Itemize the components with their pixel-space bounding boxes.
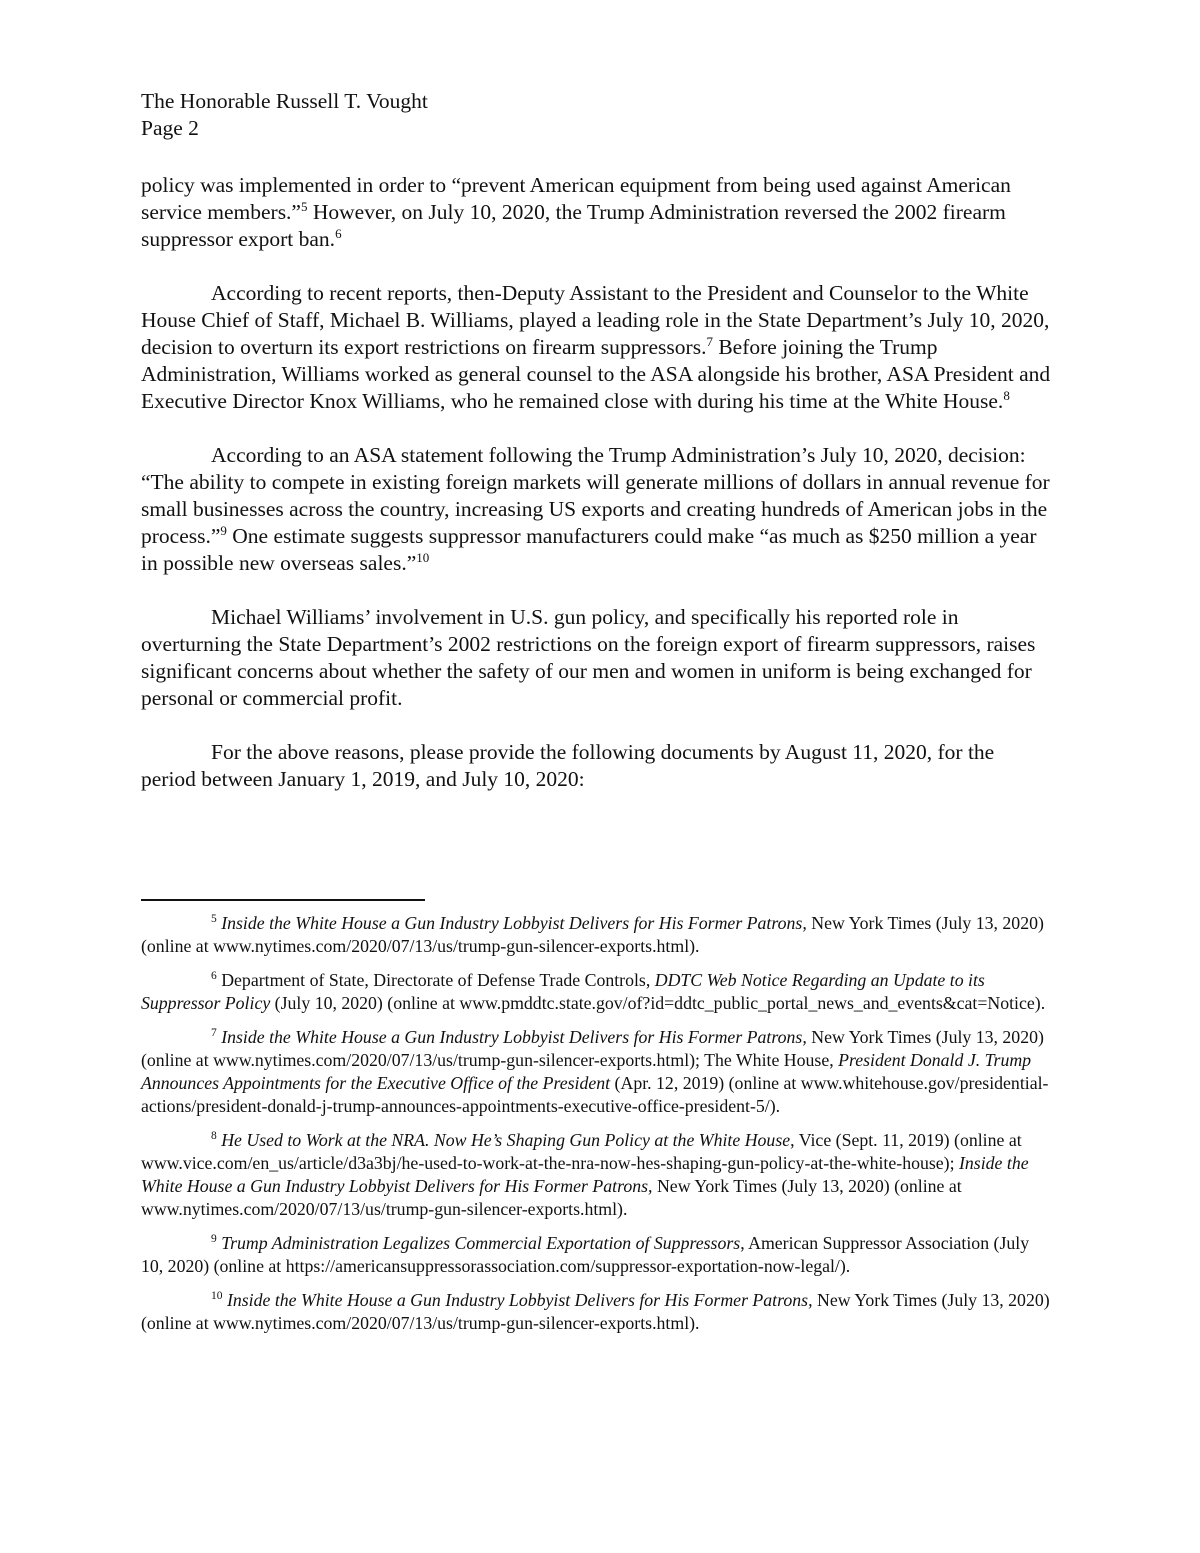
- footnote-number: 5: [211, 913, 217, 926]
- paragraph-1-text-b: However, on July 10, 2020, the Trump Administration reversed the 2002 firearm suppressor export ban.: [141, 200, 1006, 251]
- footnote-number: 9: [211, 1233, 217, 1246]
- footnote-citation: New York Times (July 13, 2020) (online at www.nytimes.com/2020/07/13/us/trump-gun-silencer-exports.html).: [141, 1290, 1050, 1333]
- footnote-ref-5: 5: [300, 198, 308, 214]
- footnote-citation: New York Times (July 13, 2020) (online at www.nytimes.com/2020/07/13/us/trump-gun-silencer-exports.html).: [141, 913, 1044, 956]
- footnote-title: Inside the White House a Gun Industry Lobbyist Delivers for His Former Patrons,: [221, 913, 807, 933]
- page-header: [141, 88, 428, 142]
- footnote-citation: New York Times (July 13, 2020) (online at www.nytimes.com/2020/07/13/us/trump-gun-silencer-exports.html); The White House,: [141, 1027, 1044, 1070]
- footnote-number: 8: [211, 1130, 217, 1143]
- footnote-title: DDTC Web Notice Regarding an Update to its Suppressor Policy: [141, 970, 985, 1013]
- footnote-number: 6: [211, 970, 217, 983]
- footnote-number: 10: [211, 1290, 223, 1303]
- footnote-title-2: Inside the White House a Gun Industry Lobbyist Delivers for His Former Patrons,: [141, 1153, 1029, 1196]
- footnote-7: [141, 1026, 1053, 1118]
- paragraph-2: [141, 280, 1053, 415]
- footnote-divider: [141, 899, 425, 901]
- paragraph-5: For the above reasons, please provide the following documents by August 11, 2020, for the period between January 1, 2019, and July 10, 2020:: [141, 740, 995, 791]
- paragraph-3-text-a: According to an ASA statement following the Trump Administration’s July 10, 2020, decision: “The ability to compete in existing foreign markets will generate millions of dollars in annual revenue for small businesses across the country, increasing US exports and creating hundreds of American jobs in the process.”: [141, 443, 1050, 548]
- footnote-title: Inside the White House a Gun Industry Lobbyist Delivers for His Former Patrons,: [221, 1027, 807, 1047]
- footnote-citation: (July 10, 2020) (online at www.pmddtc.state.gov/of?id=ddtc_public_portal_news_and_events&cat=Notice).: [270, 993, 1046, 1013]
- paragraph-2-text-b: Before joining the Trump Administration, Williams worked as general counsel to the ASA alongside his brother, ASA President and Executive Director Knox Williams, who he remained close with during his time at the White House.: [141, 335, 1051, 413]
- footnote-title-2: President Donald J. Trump Announces Appointments for the Executive Office of the President: [141, 1050, 1032, 1093]
- footnote-title: Inside the White House a Gun Industry Lobbyist Delivers for His Former Patrons,: [226, 1290, 813, 1310]
- footnote-title: Trump Administration Legalizes Commercial Exportation of Suppressors: [221, 1233, 741, 1253]
- footnote-source: Department of State, Directorate of Defense Trade Controls,: [216, 970, 655, 990]
- paragraph-1: [141, 172, 1053, 253]
- recipient-name: The Honorable Russell T. Vought: [141, 89, 428, 113]
- paragraph-2-text-a: According to recent reports, then-Deputy Assistant to the President and Counselor to the White House Chief of Staff, Michael B. Williams, played a leading role in the State Department’s July 10, 2020, decision to overturn its export restrictions on firearm suppressors.: [141, 281, 1050, 359]
- footnote-citation: , American Suppressor Association (July 10, 2020) (online at https://americansuppressorassociation.com/suppressor-exportation-now-legal/).: [141, 1233, 1030, 1276]
- footnote-ref-8: 8: [1003, 387, 1010, 403]
- footnote-citation-2: (Apr. 12, 2019) (online at www.whitehouse.gov/presidential-actions/president-donald-j-trump-announces-appointments-executive-office-president-5/).: [141, 1073, 1049, 1116]
- footnote-number: 7: [211, 1027, 217, 1040]
- footnote-ref-7: 7: [706, 333, 713, 349]
- paragraph-3-text-b: One estimate suggests suppressor manufacturers could make “as much as $250 million a year in possible new overseas sales.”: [141, 524, 1037, 575]
- letter-body: [141, 172, 1053, 820]
- footnote-title: He Used to Work at the NRA. Now He’s Shaping Gun Policy at the White House: [221, 1130, 791, 1150]
- footnote-5: [141, 912, 1053, 958]
- footnote-citation-2: New York Times (July 13, 2020) (online at www.nytimes.com/2020/07/13/us/trump-gun-silencer-exports.html).: [141, 1176, 962, 1219]
- footnote-citation: , Vice (Sept. 11, 2019) (online at www.vice.com/en_us/article/d3a3bj/he-used-to-work-at-the-nra-now-hes-shaping-gun-policy-at-the-white-house);: [141, 1130, 1022, 1173]
- footnote-9: [141, 1232, 1053, 1278]
- footnotes-section: [141, 912, 1053, 1346]
- paragraph-4: Michael Williams’ involvement in U.S. gun policy, and specifically his reported role in overturning the State Department’s 2002 restrictions on the foreign export of firearm suppressors, raises significant concerns about whether the safety of our men and women in uniform is being exchanged for personal or commercial profit.: [141, 605, 1036, 710]
- paragraph-3: [141, 442, 1053, 577]
- footnote-ref-6: 6: [335, 225, 342, 241]
- footnote-ref-9: 9: [220, 522, 227, 538]
- footnote-10: [141, 1289, 1053, 1335]
- paragraph-1-text-a: policy was implemented in order to “prevent American equipment from being used against American service members.”: [141, 173, 1011, 224]
- footnote-ref-10: 10: [416, 549, 430, 565]
- page-number: Page 2: [141, 116, 199, 140]
- footnote-8: [141, 1129, 1053, 1221]
- footnote-6: [141, 969, 1053, 1015]
